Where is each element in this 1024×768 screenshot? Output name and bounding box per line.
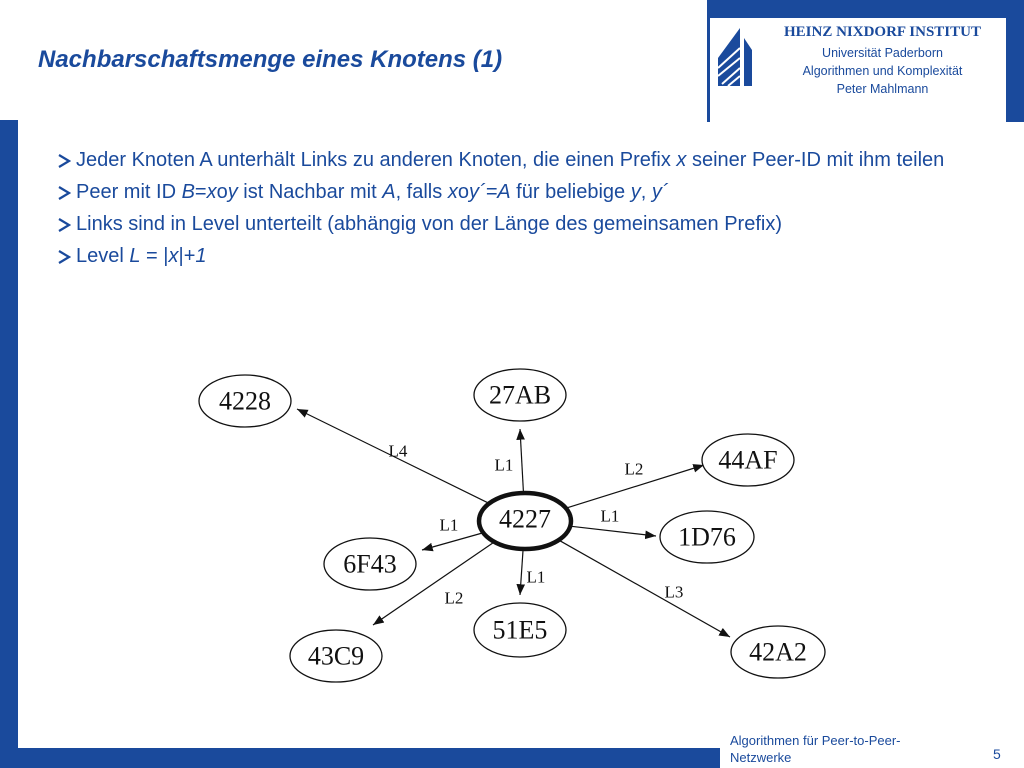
slide-title: Nachbarschaftsmenge eines Knotens (1)	[38, 46, 503, 73]
neighbor-node-label: 43C9	[307, 641, 365, 671]
neighbor-node-label: 4228	[219, 386, 271, 416]
link-level-label: L2	[624, 459, 644, 479]
arrow-bullet-icon	[57, 218, 71, 232]
text-segment: , falls	[395, 181, 448, 203]
link-arrow-51e5	[520, 549, 523, 595]
neighbor-node-label: 1D76	[678, 522, 736, 552]
bullet-text-4	[76, 245, 207, 267]
italic-math-term: x	[168, 245, 179, 267]
italic-math-term: x	[447, 181, 458, 203]
bullet-text-3	[76, 213, 782, 235]
italic-math-term: y´	[651, 181, 669, 203]
italic-math-term: y	[630, 181, 641, 203]
neighbor-node-label: 27AB	[488, 380, 552, 410]
bullet-text-2	[76, 181, 669, 203]
link-arrow-6f43	[422, 533, 483, 550]
link-level-label: L1	[494, 455, 514, 475]
link-level-label: L2	[444, 588, 464, 608]
neighbor-node-label: 42A2	[749, 637, 807, 667]
italic-math-term: x	[206, 181, 217, 203]
institute-author: Peter Mahlmann	[836, 82, 929, 96]
italic-math-term: x	[676, 149, 687, 171]
institute-info	[760, 24, 1005, 98]
institute-name: HEINZ NIXDORF INSTITUT	[784, 24, 981, 40]
text-segment: Jeder Knoten A unterhält Links zu anderen Knoten, die einen Prefix	[76, 149, 677, 171]
text-segment: für beliebige	[510, 181, 631, 203]
neighbor-node-label: 44AF	[718, 445, 778, 475]
bullet-item-3	[58, 210, 988, 239]
text-segment: |+	[178, 245, 196, 267]
link-level-label: L1	[600, 506, 620, 526]
institute-department: Algorithmen und Komplexität	[802, 64, 963, 78]
link-level-label: L4	[388, 441, 408, 461]
bullet-item-2	[58, 178, 988, 207]
link-arrow-27ab	[520, 429, 523, 493]
link-level-label: L1	[526, 567, 546, 587]
arrow-bullet-icon	[57, 250, 71, 264]
institute-logo-icon	[714, 28, 754, 86]
text-segment: = |	[140, 245, 169, 267]
italic-math-term: y	[227, 181, 238, 203]
arrow-bullet-icon	[57, 154, 71, 168]
bullet-list	[58, 146, 988, 274]
arrow-bullet-icon	[57, 186, 71, 200]
bullet-text-1	[76, 149, 944, 171]
text-segment: Peer mit ID	[76, 181, 182, 203]
text-segment: =	[194, 181, 207, 203]
link-level-label: L1	[439, 515, 459, 535]
neighbor-graph-diagram	[190, 355, 830, 710]
italic-math-term: L	[129, 245, 141, 267]
institute-university: Universität Paderborn	[822, 46, 943, 60]
italic-math-term: A	[382, 181, 396, 203]
neighbor-node-label: 51E5	[492, 615, 548, 645]
link-level-label: L3	[664, 582, 684, 602]
text-segment: seiner Peer-ID mit ihm teilen	[686, 149, 945, 171]
italic-math-term: y´=A	[468, 181, 511, 203]
text-segment: o	[216, 181, 228, 203]
bullet-item-1	[58, 146, 988, 175]
italic-math-term: B	[181, 181, 195, 203]
left-accent-bar	[0, 120, 18, 750]
neighbor-node-label: 6F43	[343, 549, 397, 579]
text-segment: ist Nachbar mit	[237, 181, 383, 203]
bottom-accent-bar	[0, 748, 720, 768]
text-segment: Links sind in Level unterteilt (abhängig von der Länge des gemeinsamen Prefix)	[76, 213, 782, 235]
italic-math-term: 1	[195, 245, 207, 267]
center-node-label: 4227	[499, 504, 551, 534]
page-number: 5	[993, 746, 1001, 762]
text-segment: Level	[76, 245, 130, 267]
text-segment: ,	[640, 181, 652, 203]
bullet-item-4	[58, 242, 988, 271]
footer-course-title: Algorithmen für Peer-to-Peer-Netzwerke	[730, 733, 901, 765]
link-arrow-1d76	[570, 526, 656, 536]
text-segment: o	[457, 181, 469, 203]
